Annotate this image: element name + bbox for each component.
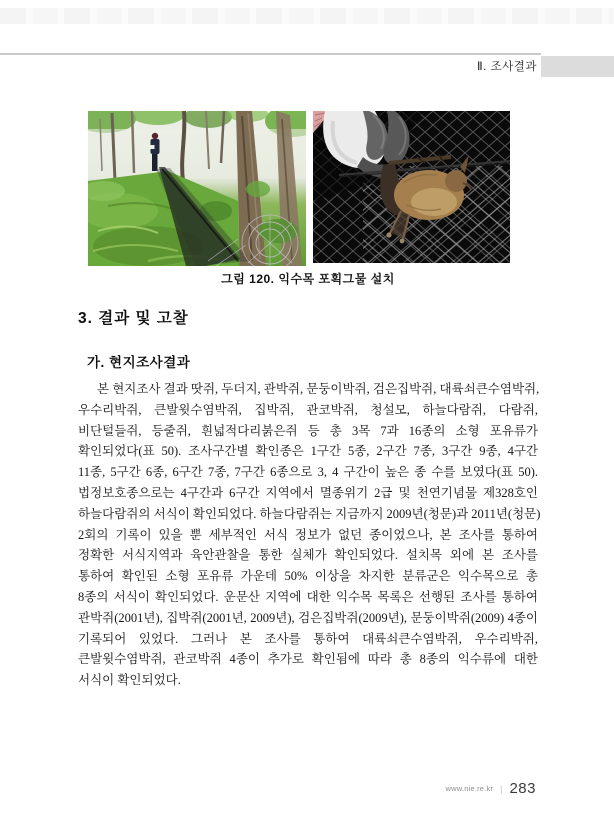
footer-divider: |: [500, 783, 503, 794]
body-line: 본 현지조사 결과 땃쥐, 두더지, 관박쥐, 문둥이박쥐, 검은집박쥐, 대륙쇠큰수염박쥐,: [97, 382, 540, 396]
body-line: 법정보호종으로는 4구간과 6구간 지역에서 멸종위기 2급 및 천연기념물 제328호인: [78, 485, 538, 500]
body-line: 우수리박쥐, 큰발윗수염박쥐, 집박쥐, 관코박쥐, 청설모, 하늘다람쥐, 다람쥐,: [78, 402, 538, 417]
bat-caught-in-net-photo: [313, 111, 510, 263]
figure-caption: 그림 120. 익수목 포획그물 설치: [221, 272, 395, 286]
subsection-heading: 가. 현지조사결과: [87, 355, 191, 370]
body-line: 통하여 확인된 소형 포유류 가운데 50% 이상을 차지한 분류군은 익수목으로 총: [78, 569, 538, 584]
mist-net-in-forest-photo: [88, 111, 306, 266]
body-line: 관박쥐(2001년), 집박쥐(2001년, 2009년), 검은집박쥐(2009년), 문둥이박쥐(2009) 4종이: [78, 610, 538, 625]
body-line: 하늘다람쥐의 서식이 확인되었다. 하늘다람쥐는 지금까지 2009년(청문)과 2011년(청문): [78, 506, 541, 521]
body-line: 확인되었다(표 50). 조사구간별 확인종은 1구간 5종, 2구간 7종, 3구간 9종, 4구간: [78, 444, 538, 459]
body-line: 2회의 기록이 있을 뿐 세부적인 서식 정보가 없던 종이었으나, 본 조사를 통하여: [78, 527, 538, 542]
header-section-label: Ⅱ. 조사결과: [477, 61, 537, 73]
forest-photo-graphic: [88, 111, 306, 266]
body-line: 11종, 5구간 6종, 6구간 7종, 7구간 6종으로 3, 4 구간이 높은 종 수를 보였다(표 50).: [78, 465, 538, 480]
page-footer: [446, 780, 537, 797]
header-edge-tab: [541, 56, 614, 77]
scan-texture-band: [0, 8, 614, 24]
section-heading: 3. 결과 및 고찰: [78, 310, 189, 327]
page-number: 283: [509, 780, 536, 797]
body-line: 서식이 확인되었다.: [78, 673, 181, 688]
body-line: 기록되어 있었다. 그러나 본 조사를 통하여 대륙쇠큰수염박쥐, 우수리박쥐,: [78, 631, 538, 646]
header-rule: [0, 53, 541, 55]
body-line: 큰발윗수염박쥐, 관코박쥐 4종이 추가로 확인됨에 따라 총 8종의 익수류에 대한: [78, 652, 538, 667]
body-line: 8종의 서식이 확인되었다. 운문산 지역에 대한 익수목 목록은 선행된 조사를 통하여: [78, 589, 538, 604]
footer-site-url: www.nie.re.kr: [445, 784, 494, 793]
body-paragraph: [78, 379, 541, 691]
body-line: 정확한 서식지역과 육안관찰을 통한 실체가 확인되었다. 설치목 외에 본 조사를: [78, 548, 538, 563]
body-line: 비단털들쥐, 등줄쥐, 흰넓적다리붉은쥐 등 총 3목 7과 16종의 소형 포유류가: [78, 423, 538, 438]
bat-photo-graphic: [313, 111, 510, 263]
